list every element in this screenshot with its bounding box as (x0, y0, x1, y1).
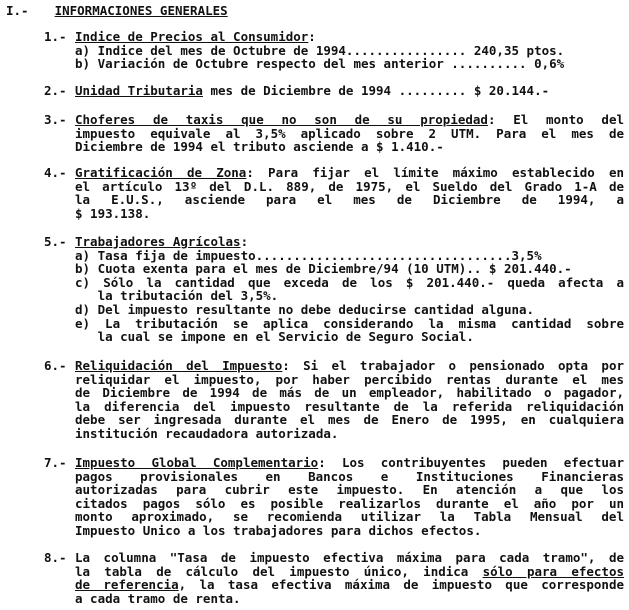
item-line: la tributación del 3,5%. (75, 288, 279, 304)
item-number: 1.- (44, 29, 67, 44)
item-line: b) Variación de Octubre respecto del mes anterior .......... 0,6% (75, 56, 565, 72)
item-line: el artículo 13º del D.L. 889, de 1975, el Sueldo del Grado 1-A de (75, 178, 624, 194)
item-line: impuesto equivale al 3,5% aplicado sobre 2 UTM. Para el mes de (75, 125, 624, 141)
item-line: Diciembre de 1994 el tributo asciende a $ 1.410.- (75, 139, 444, 155)
item-line: $ 193.138. (75, 205, 151, 221)
item-line: a) Indice del mes de Octubre de 1994................ 240,35 ptos. (75, 42, 565, 58)
emphasis: de referencia (75, 577, 179, 593)
item-title: Gratificación de Zona (75, 165, 247, 180)
item-line: la diferencia del impuesto resultante de la referida reliquidación (75, 398, 624, 414)
item-line: monto aproximado, se recomienda utilizar la Tabla Mensual del (75, 509, 624, 525)
item-line: pagos provisionales en Bancos e Instituciones Financieras (75, 468, 624, 484)
item-line: La columna "Tasa de impuesto efectiva máxima para cada tramo", de (75, 550, 624, 565)
item-line: c) Sólo la cantidad que exceda de los $ 201.440.- queda afecta a (75, 274, 624, 290)
item-number: 2.- (44, 83, 67, 98)
item-line: reliquidar el impuesto, por haber percibido rentas durante el mes (75, 371, 624, 387)
item-title: Choferes de taxis que no son de su propiedad (75, 112, 488, 127)
item-title: Indice de Precios al Consumidor (75, 29, 309, 44)
item-line: citados pagos sólo es posible realizarlos durante el año por un (75, 495, 624, 511)
item-number: 5.- (44, 234, 67, 249)
item-title: Impuesto Global Complementario (75, 455, 319, 470)
item-line: autorizadas para cubrir este impuesto. En atención a que los (75, 482, 624, 498)
emphasis: sólo para efectos (482, 563, 624, 579)
item-number: 6.- (44, 358, 67, 373)
section-heading (6, 4, 228, 18)
item-line: Impuesto Unico a los trabajadores para dichos efectos. (75, 522, 482, 538)
item-line: a) Tasa fija de impuesto..................................3,5% (75, 247, 542, 263)
item-line: de Diciembre de 1994 de más de un empleador, habilitado o pagador, (75, 385, 624, 401)
item-number: 4.- (44, 165, 67, 180)
item-line: la cual se impone en el Servicio de Seguro Social. (75, 329, 474, 345)
item-title: Reliquidación del Impuesto (75, 358, 283, 373)
item-line: e) La tributación se aplica considerando la misma cantidad sobre (75, 315, 624, 331)
item-line: institución recaudadora autorizada. (75, 425, 339, 441)
item-number: 7.- (44, 455, 67, 470)
item-line: d) Del impuesto resultante no debe deducirse cantidad alguna. (75, 301, 535, 317)
item-title: Trabajadores Agrícolas (75, 234, 241, 249)
item-line: la E.U.S., asciende para el mes de Diciembre de 1994, a (75, 192, 624, 208)
item-number: 3.- (44, 112, 67, 127)
item-line: a cada tramo de renta. (75, 590, 241, 606)
item-number: 8.- (44, 550, 67, 565)
section-title: INFORMACIONES GENERALES (54, 3, 228, 18)
item-title: Unidad Tributaria (75, 83, 203, 98)
item-line: debe ser ingresada durante el mes de Enero de 1995, en cualquiera (75, 412, 624, 428)
section-number: I.- (6, 3, 29, 18)
item-line: b) Cuota exenta para el mes de Diciembre/94 (10 UTM).. $ 201.440.- (75, 261, 572, 277)
